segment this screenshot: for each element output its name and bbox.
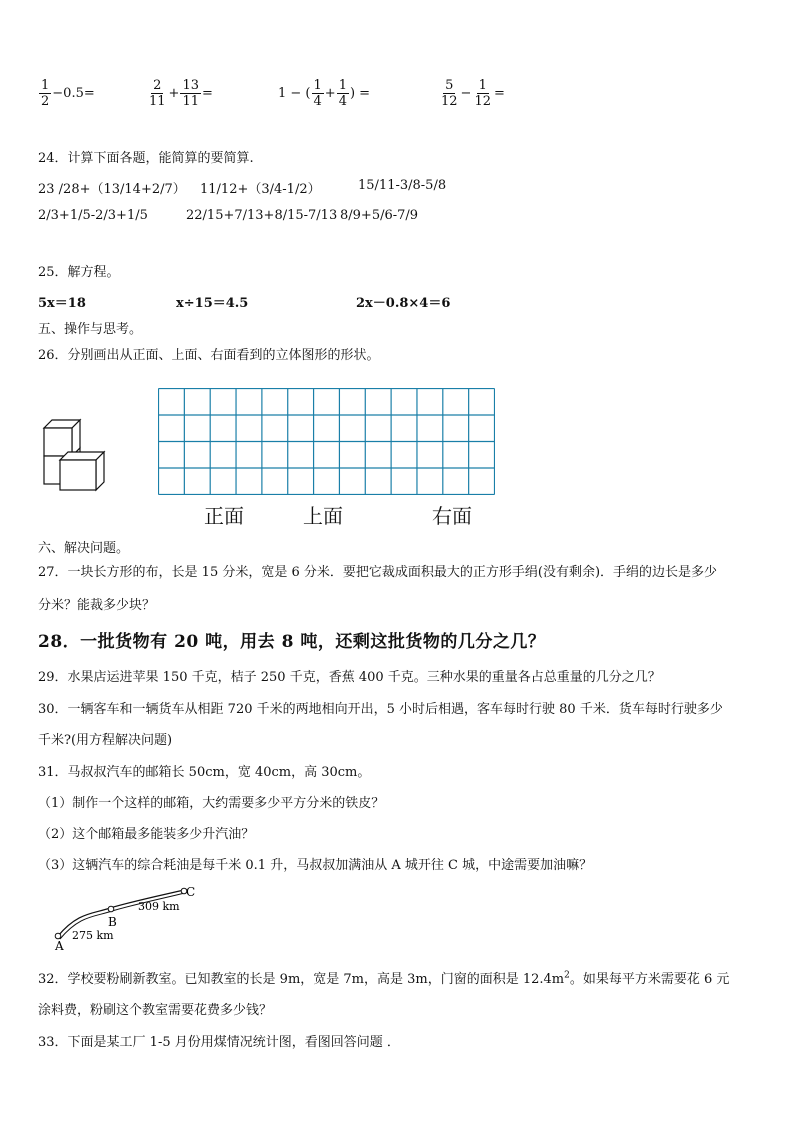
denominator: 12: [441, 94, 458, 109]
fraction: [472, 78, 493, 109]
q24-expr: 11/12+（3/4-1/2）: [200, 182, 321, 197]
q26-title: 26．分别画出从正面、上面、右面看到的立体图形的形状。: [38, 348, 380, 363]
q32-line1-part2: 。如果每平方米需要花 6 元: [569, 972, 730, 987]
q24-expr: 2/3+1/5-2/3+1/5: [38, 208, 148, 223]
distance-ab-label: 275 km: [72, 929, 114, 942]
numerator: 2: [153, 78, 162, 93]
q24-expr: 8/9+5/6-7/9: [340, 208, 419, 223]
fraction: [337, 78, 349, 109]
numerator: 1: [41, 78, 50, 93]
fraction: [39, 78, 51, 109]
q30-line2: 千米?(用方程解决问题): [38, 733, 173, 748]
denominator: 11: [149, 94, 166, 109]
expr-prefix: 1 − (: [278, 86, 311, 101]
q25-title: 25．解方程。: [38, 265, 120, 280]
equation: 2x－0.8×4＝6: [356, 296, 451, 311]
q27-line1: 27．一块长方形的布，长是 15 分米，宽是 6 分米．要把它裁成面积最大的正方形手绢(没有剩余)．手绢的边长是多少: [38, 565, 718, 580]
cube-stack-figure: [38, 418, 110, 496]
q32-line2: 涂料费，粉刷这个教室需要花费多少钱？: [38, 1003, 273, 1018]
grid-label-top: 上面: [303, 504, 343, 528]
grid-label-right: 右面: [432, 504, 472, 528]
q24-title: 24．计算下面各题，能简算的要简算.: [38, 151, 254, 166]
distance-bc-label: 309 km: [138, 900, 180, 913]
q31-sub1: （1）制作一个这样的邮箱，大约需要多少平方分米的铁皮？: [38, 796, 385, 811]
fraction: [312, 78, 324, 109]
city-a-dot: [55, 933, 61, 939]
fraction: [439, 78, 460, 109]
q33-text: 33．下面是某工厂 1-5 月份用煤情况统计图，看图回答问题 ．: [38, 1035, 400, 1050]
q28-text: 28．一批货物有 20 吨，用去 8 吨，还剩这批货物的几分之几？: [38, 632, 546, 652]
denominator: 4: [313, 94, 322, 109]
q23-item-1: [38, 78, 95, 109]
q24-expr: 15/11-3/8-5/8: [358, 178, 447, 193]
drawing-grid: [158, 388, 495, 495]
q27-line2: 分米？能裁多少块？: [38, 598, 156, 613]
numerator: 5: [445, 78, 454, 93]
operator: +: [168, 86, 180, 101]
city-a-label: A: [55, 939, 64, 953]
numerator: 13: [182, 78, 199, 93]
operator: +: [324, 86, 336, 101]
fraction: [180, 78, 201, 109]
expr-rest: −0.5=: [52, 86, 95, 101]
expr-rest: ) =: [349, 86, 371, 101]
denominator: 4: [338, 94, 347, 109]
q23-item-4: [438, 78, 505, 109]
fraction: [147, 78, 168, 109]
q32-line1: [38, 968, 729, 987]
q31-sub2: （2）这个邮箱最多能装多少升汽油？: [38, 827, 255, 842]
operator: −: [460, 86, 472, 101]
q30-line1: 30．一辆客车和一辆货车从相距 720 千米的两地相向开出，5 小时后相遇，客车每时行驶 80 千米．货车每时行驶多少: [38, 702, 723, 717]
city-b-dot: [108, 906, 114, 912]
q24-expr: 23 /28+（13/14+2/7）: [38, 182, 186, 197]
section-heading-5: 五、操作与思考。: [38, 322, 143, 337]
denominator: 11: [182, 94, 199, 109]
numerator: 1: [338, 78, 347, 93]
section-heading-6: 六、解决问题。: [38, 541, 130, 556]
expr-rest: =: [202, 86, 213, 101]
numerator: 1: [313, 78, 322, 93]
q31-title: 31．马叔叔汽车的邮箱长 50cm，宽 40cm，高 30cm。: [38, 765, 371, 780]
q32-line1-part1: 32．学校要粉刷新教室。已知教室的长是 9m，宽是 7m，高是 3m，门窗的面积是 12.4m: [38, 972, 565, 987]
route-map: [48, 884, 198, 954]
q23-item-2: [146, 78, 213, 109]
grid-label-front: 正面: [204, 504, 244, 528]
q23-item-3: [278, 78, 370, 109]
equation: x÷15＝4.5: [176, 296, 249, 311]
q29-text: 29．水果店运进苹果 150 千克，桔子 250 千克，香蕉 400 千克。三种水果的重量各占总重量的几分之几？: [38, 670, 661, 685]
numerator: 1: [478, 78, 487, 93]
superscript: 2: [564, 970, 570, 981]
equation: 5x＝18: [38, 296, 86, 311]
denominator: 2: [41, 94, 50, 109]
q24-expr: 22/15+7/13+8/15-7/13: [186, 208, 338, 223]
denominator: 12: [474, 94, 491, 109]
q31-sub3: （3）这辆汽车的综合耗油是每千米 0.1 升，马叔叔加满油从 A 城开往 C 城，中途需要加油嘛？: [38, 858, 593, 873]
city-c-label: C: [186, 885, 196, 899]
city-b-label: B: [108, 915, 117, 929]
expr-rest: =: [494, 86, 505, 101]
